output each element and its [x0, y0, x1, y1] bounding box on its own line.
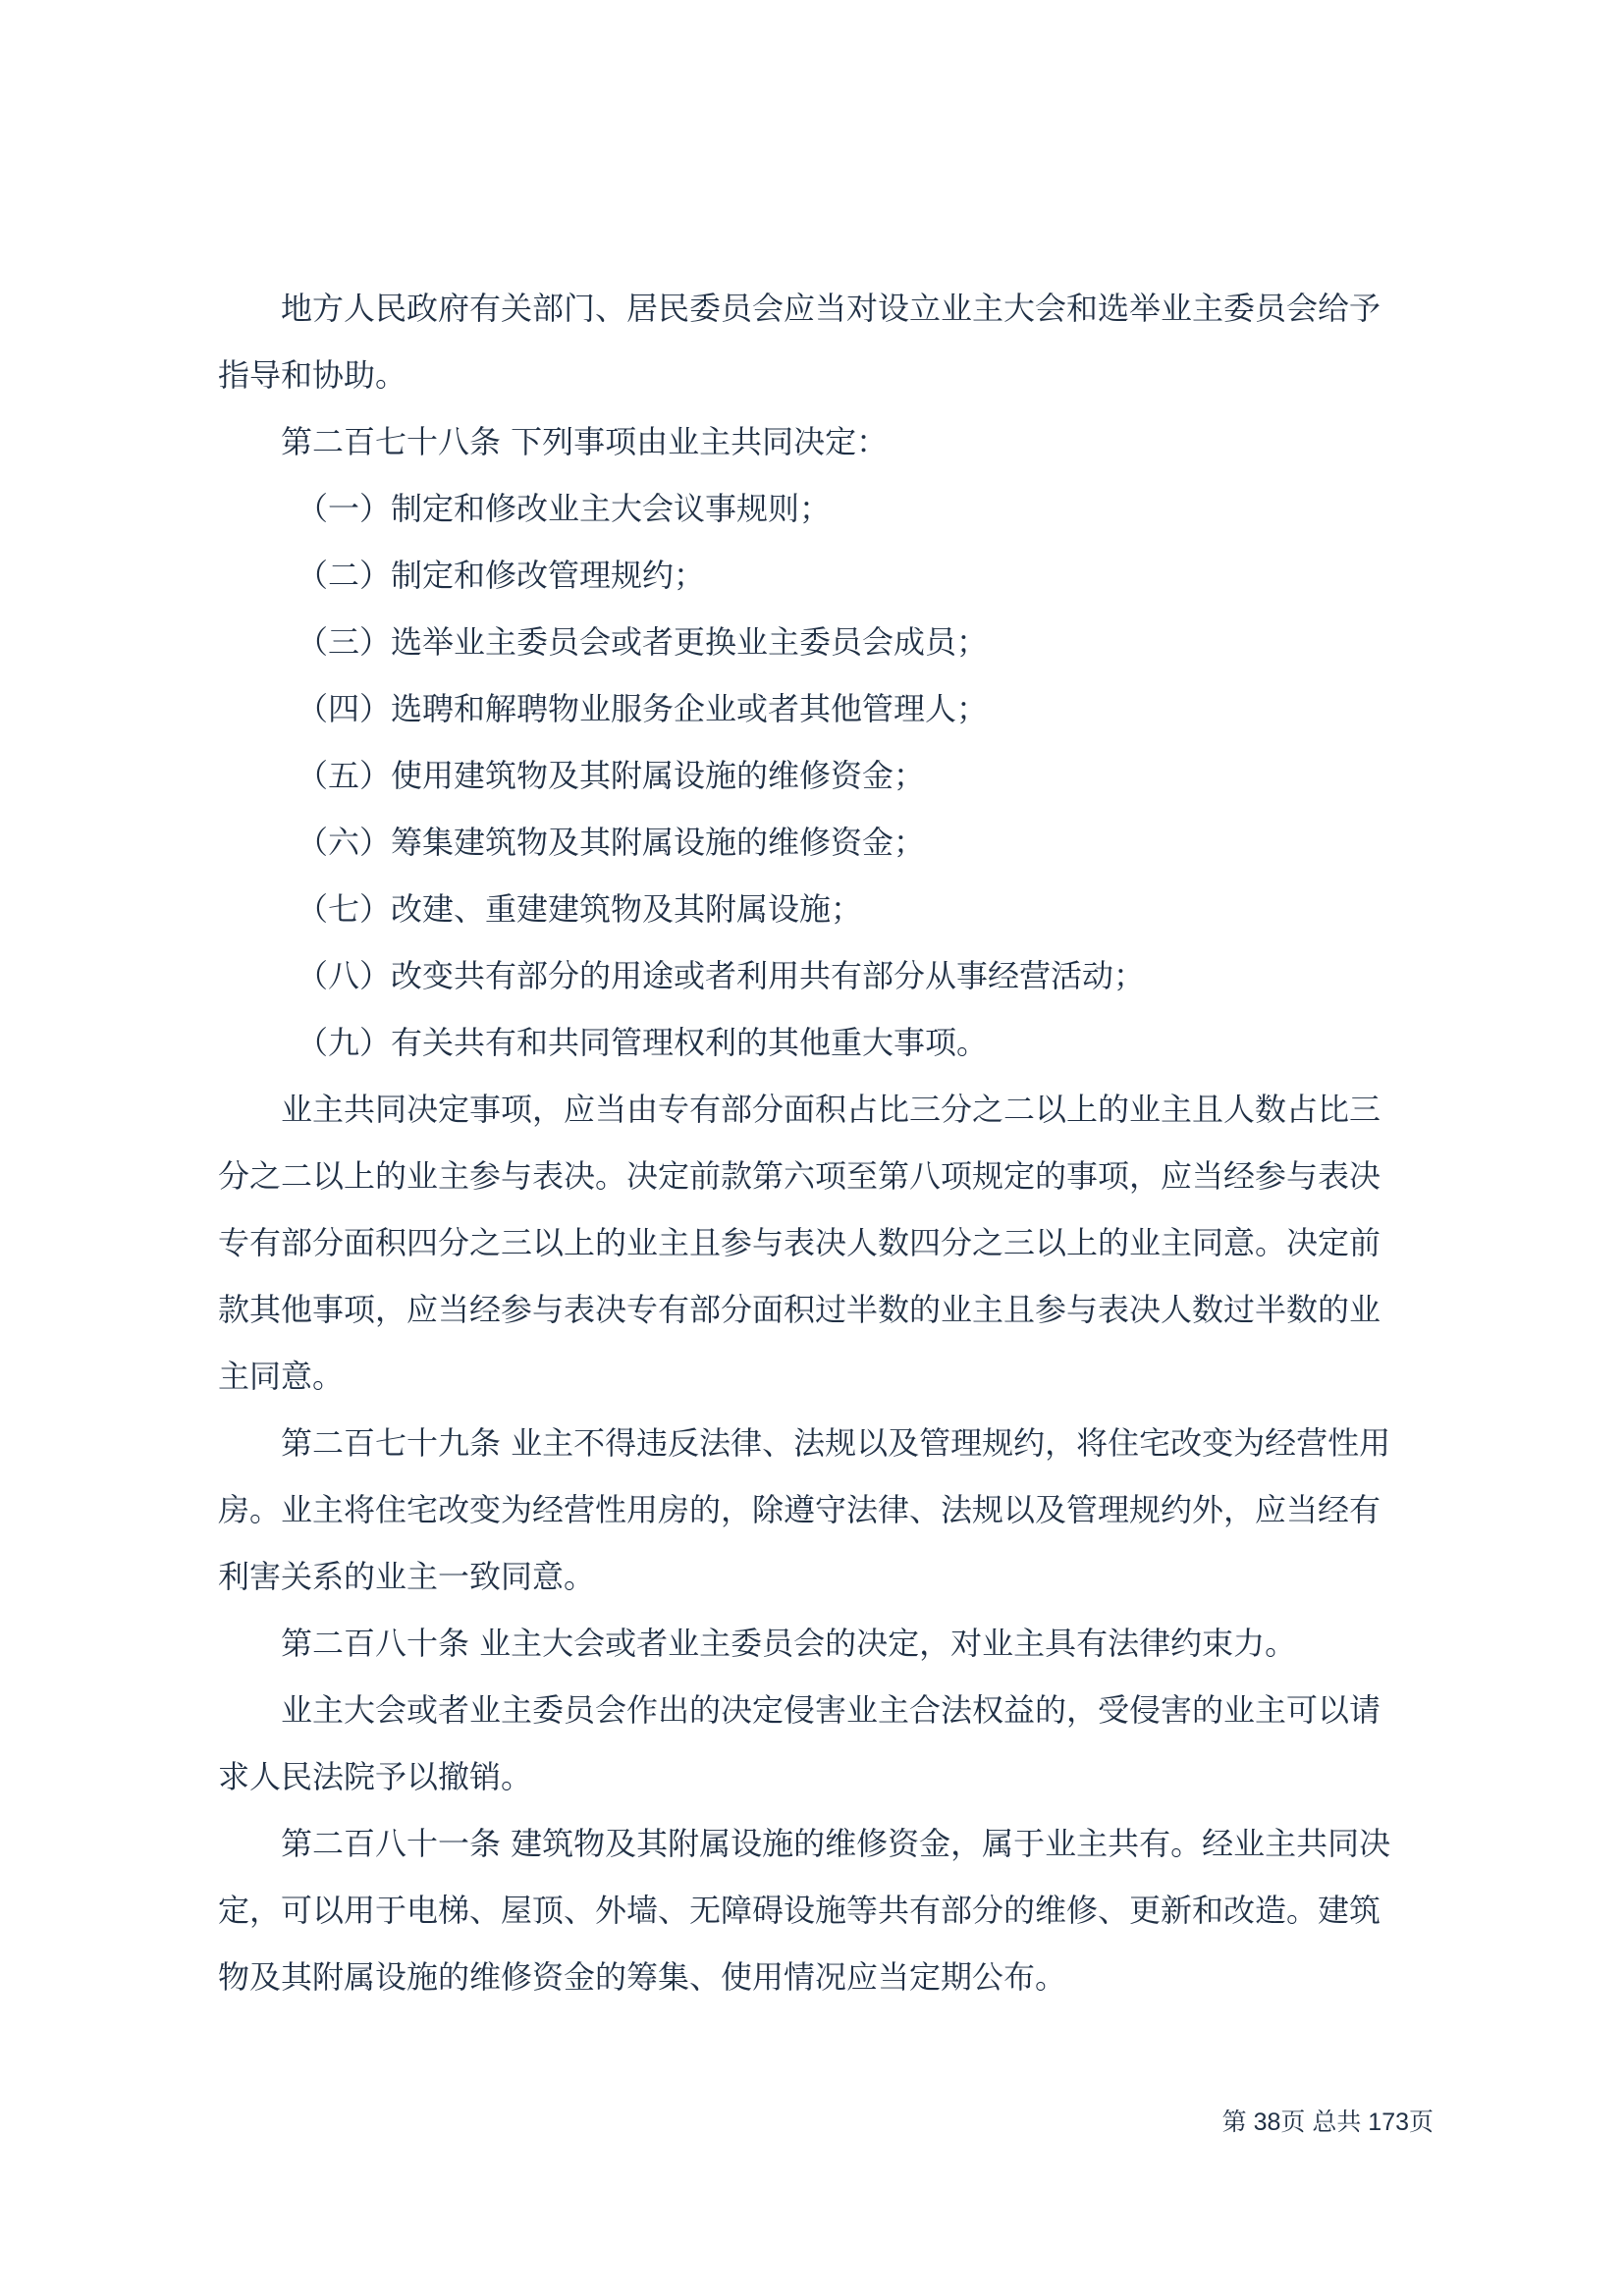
list-item: （七）改建、重建建筑物及其附属设施； — [297, 890, 863, 928]
list-item: （四）选聘和解聘物业服务企业或者其他管理人； — [297, 690, 989, 727]
article-281: 第二百八十一条 建筑物及其附属设施的维修资金，属于业主共有。经业主共同决定，可以用于电梯、屋顶、外墙、无障碍设施等共有部分的维修、更新和改造。建筑物及其附属设施的维修资金的筹集、使用情况应当定期公布。 — [218, 1825, 1391, 1996]
article-278-heading: 第二百七十八条 下列事项由业主共同决定： — [281, 423, 889, 460]
page-number: 第 38页 总共 173页 — [1221, 2109, 1434, 2136]
article-279: 第二百七十九条 业主不得违反法律、法规以及管理规约，将住宅改变为经营性用房。业主将住宅改变为经营性用房的，除遵守法律、法规以及管理规约外，应当经有利害关系的业主一致同意。 — [218, 1424, 1391, 1595]
paragraph: 业主大会或者业主委员会作出的决定侵害业主合法权益的，受侵害的业主可以请求人民法院予以撤销。 — [218, 1691, 1381, 1795]
list-item: （六）筹集建筑物及其附属设施的维修资金； — [297, 824, 926, 861]
paragraph: 地方人民政府有关部门、居民委员会应当对设立业主大会和选举业主委员会给予指导和协助。 — [218, 290, 1381, 394]
list-item: （九）有关共有和共同管理权利的其他重大事项。 — [297, 1024, 989, 1061]
list-item: （一）制定和修改业主大会议事规则； — [297, 490, 832, 527]
list-item: （三）选举业主委员会或者更换业主委员会成员； — [297, 623, 989, 661]
list-item: （八）改变共有部分的用途或者利用共有部分从事经营活动； — [297, 957, 1146, 994]
list-item: （五）使用建筑物及其附属设施的维修资金； — [297, 757, 926, 794]
list-item: （二）制定和修改管理规约； — [297, 557, 706, 594]
document-body — [218, 275, 1406, 2010]
paragraph: 业主共同决定事项，应当由专有部分面积占比三分之二以上的业主且人数占比三分之二以上的业主参与表决。决定前款第六项至第八项规定的事项，应当经参与表决专有部分面积四分之三以上的业主且参与表决人数四分之三以上的业主同意。决定前款其他事项，应当经参与表决专有部分面积过半数的业主且参与表决人数过半数的业主同意。 — [218, 1091, 1381, 1395]
article-280: 第二百八十条 业主大会或者业主委员会的决定，对业主具有法律约束力。 — [281, 1625, 1297, 1662]
